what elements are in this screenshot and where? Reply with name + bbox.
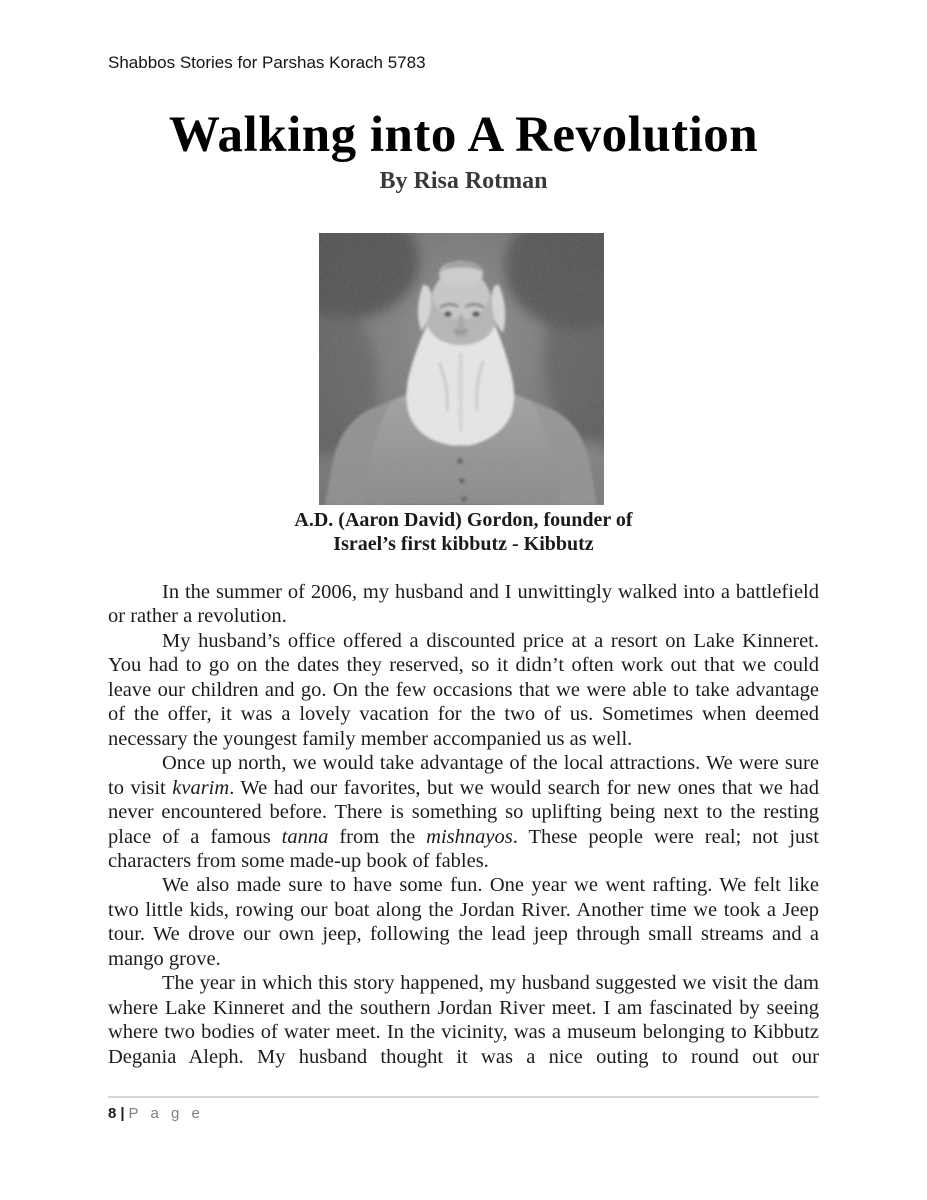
footer-page-word: P a g e [128,1105,204,1122]
page-title: Walking into A Revolution [168,107,759,163]
running-header: Shabbos Stories for Parshas Korach 5783 [108,53,426,72]
portrait-photo [319,233,604,505]
photo-caption [0,508,927,556]
footer-page-number: 8 [108,1105,117,1122]
portrait-photo-illustration [319,233,604,505]
body-paragraph: In the summer of 2006, my husband and I unwittingly walked into a battlefield or rather a revolution. [108,581,819,628]
body-paragraph: We also made sure to have some fun. One year we went rafting. We felt like two little kids, rowing our boat along the Jordan River. Another time we took a Jeep tour. We drove our own jeep, following the lead jeep through small streams and a mango grove. [108,874,819,970]
body-paragraph: My husband’s office offered a discounted price at a resort on Lake Kinneret. You had to go on the dates they reserved, so it didn’t often work out that we could leave our children and go. On the few occasions that we were able to take advantage of the offer, it was a lovely vacation for the two of us. Sometimes when deemed necessary the youngest family member accompanied us as well. [108,629,819,750]
body-paragraph: Once up north, we would take advantage of the local attractions. We were sure to visit kvarim. We had our favorites, but we would search for new ones that we had never encountered before. There is something so uplifting being next to the resting place of a famous tanna from the mishnayos. These people were real; not just characters from some made-up book of fables. [108,752,819,872]
body-paragraph: The year in which this story happened, my husband suggested we visit the dam where Lake Kinneret and the southern Jordan River meet. I am fascinated by seeing where two bodies of water meet. In the vicinity, was a museum belonging to Kibbutz Degania Aleph. My husband thought it was a nice outing to round out our [108,972,819,1068]
page-footer [108,1096,819,1122]
byline: By Risa Rotman [379,168,548,194]
photo-caption-line1: A.D. (Aaron David) Gordon, founder of [294,509,633,531]
photo-caption-line2: Israel’s first kibbutz - Kibbutz [333,533,594,555]
footer-separator: | [120,1105,125,1122]
body-text [108,580,819,1069]
